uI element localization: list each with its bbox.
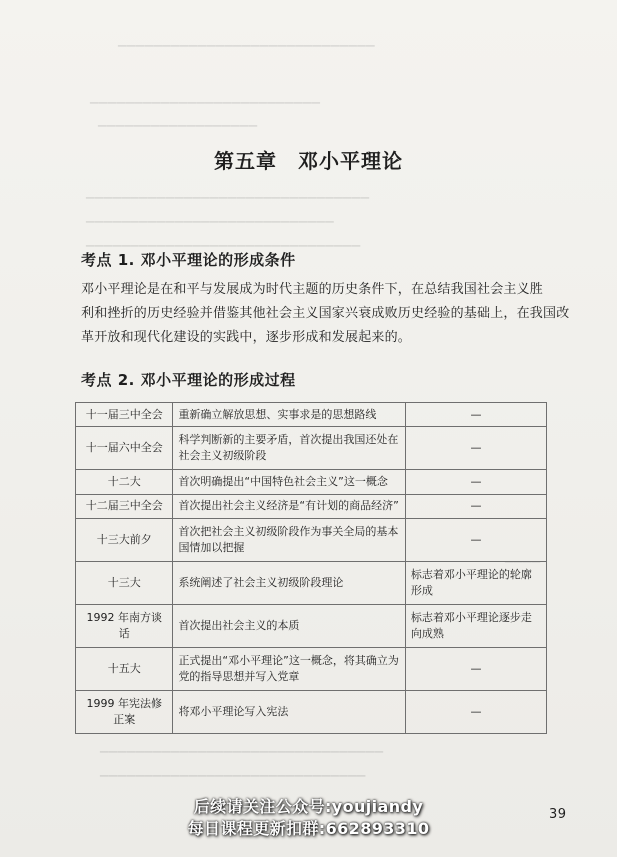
paragraph-line: 利和挫折的历史经验并借鉴其他社会主义国家兴衰成败历史经验的基础上，在我国改 [81, 306, 570, 321]
meeting-cell: 十三大前夕 [76, 519, 173, 562]
meeting-cell: 十一届三中全会 [76, 403, 173, 427]
event-cell: 正式提出“邓小平理论”这一概念，将其确立为党的指导思想并写入党章 [173, 648, 405, 691]
event-cell: 科学判断新的主要矛盾，首次提出我国还处在社会主义初级阶段 [173, 427, 405, 470]
table-row [76, 690, 547, 733]
event-cell: 首次把社会主义初级阶段作为事关全局的基本国情加以把握 [173, 519, 405, 562]
faint-text-artifact: ▁▁▁▁▁▁▁▁▁▁▁▁▁▁▁▁▁▁▁▁▁▁▁▁▁▁ [90, 91, 321, 104]
note-cell: — [405, 648, 546, 691]
watermark-line: 每日课程更新扣群:662893310 [187, 819, 430, 838]
note-cell: — [405, 519, 546, 562]
meeting-cell: 1992 年南方谈话 [76, 605, 173, 648]
faint-text-artifact: ▁▁▁▁▁▁▁▁▁▁▁▁▁▁▁▁▁▁▁▁▁▁▁▁▁▁▁▁▁▁▁▁ [86, 186, 370, 199]
table-row [76, 427, 547, 470]
chapter-title: 第五章 邓小平理论 [214, 149, 403, 173]
faint-text-artifact: ▁▁▁▁▁▁▁▁▁▁▁▁▁▁▁▁▁▁▁▁▁▁▁▁▁▁▁▁▁▁▁▁ [100, 740, 384, 753]
table-row [76, 605, 547, 648]
event-cell: 将邓小平理论写入宪法 [173, 690, 405, 733]
event-cell: 首次提出社会主义的本质 [173, 605, 405, 648]
paragraph-line: 革开放和现代化建设的实践中，逐步形成和发展起来的。 [81, 330, 412, 345]
event-cell: 系统阐述了社会主义初级阶段理论 [173, 562, 405, 605]
note-cell: — [405, 470, 546, 494]
table-row [76, 403, 547, 427]
faint-text-artifact: ▁▁▁▁ [505, 550, 541, 563]
table-row [76, 470, 547, 494]
watermark-overlay [186, 796, 431, 840]
table-row [76, 648, 547, 691]
section-heading-formation-process: 考点 2. 邓小平理论的形成过程 [81, 371, 296, 389]
event-cell: 首次提出社会主义经济是“有计划的商品经济” [173, 494, 405, 518]
note-cell: — [405, 403, 546, 427]
meeting-cell: 1999 年宪法修正案 [76, 690, 173, 733]
event-cell: 首次明确提出“中国特色社会主义”这一概念 [173, 470, 405, 494]
meeting-cell: 十五大 [76, 648, 173, 691]
meeting-cell: 十三大 [76, 562, 173, 605]
note-cell: — [405, 690, 546, 733]
faint-header-artifact: ▁▁▁▁▁▁▁▁▁▁▁▁▁▁▁▁▁▁▁▁▁▁▁▁▁▁▁▁▁ [118, 34, 375, 47]
faint-text-artifact: ▁▁▁▁▁▁▁▁▁▁▁▁▁▁▁▁▁▁▁▁▁▁▁▁▁▁▁▁ [86, 210, 335, 223]
table-row [76, 562, 547, 605]
watermark-line: 后续请关注公众号:youjiandy [193, 797, 424, 816]
note-cell: 标志着邓小平理论逐步走向成熟 [405, 605, 546, 648]
event-cell: 重新确立解放思想、实事求是的思想路线 [173, 403, 405, 427]
paragraph-line: 邓小平理论是在和平与发展成为时代主题的历史条件下，在总结我国社会主义胜 [81, 282, 544, 297]
note-cell: 标志着邓小平理论的轮廓形成 [405, 562, 546, 605]
meeting-cell: 十二届三中全会 [76, 494, 173, 518]
formation-process-table-wrapper [75, 402, 547, 734]
meeting-cell: 十二大 [76, 470, 173, 494]
formation-process-table [75, 402, 547, 734]
note-cell: — [405, 427, 546, 470]
page-number: 39 [549, 807, 567, 822]
faint-text-artifact: ▁▁▁▁▁▁▁▁▁▁▁▁▁▁▁▁▁▁▁▁▁▁▁▁▁▁▁▁▁▁▁ [86, 234, 361, 247]
note-cell: — [405, 494, 546, 518]
table-row [76, 519, 547, 562]
table-row [76, 494, 547, 518]
meeting-cell: 十一届六中全会 [76, 427, 173, 470]
faint-text-artifact: ▁▁▁▁▁▁▁▁▁▁▁▁▁▁▁▁▁▁ [98, 114, 258, 127]
section-heading-formation-conditions: 考点 1. 邓小平理论的形成条件 [81, 251, 296, 269]
formation-conditions-paragraph [81, 278, 570, 350]
faint-text-artifact: ▁▁▁▁▁▁▁▁▁▁▁▁▁▁▁▁▁▁▁▁▁▁▁▁▁▁▁▁▁▁ [100, 764, 366, 777]
